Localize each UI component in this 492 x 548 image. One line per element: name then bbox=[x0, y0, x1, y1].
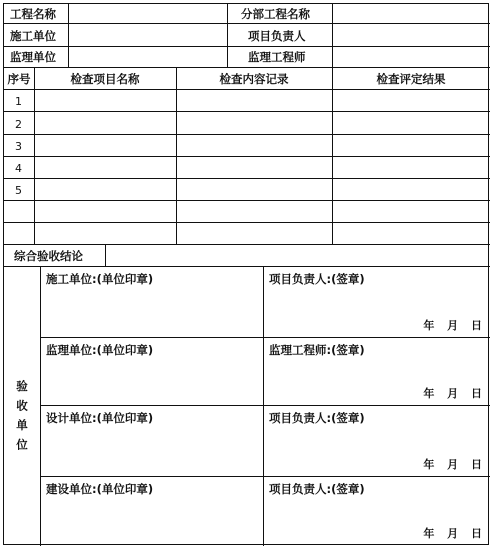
row-divider bbox=[4, 46, 490, 47]
col-divider bbox=[332, 4, 333, 67]
col-item-name-header: 检查项目名称 bbox=[70, 72, 140, 86]
row-divider bbox=[40, 337, 490, 338]
col-evaluation-header: 检查评定结果 bbox=[376, 72, 446, 86]
row-number: 1 bbox=[15, 95, 22, 108]
row-number: 2 bbox=[15, 118, 22, 131]
row-divider bbox=[4, 89, 490, 90]
project-manager-label: 项目负责人 bbox=[248, 29, 306, 43]
col-divider bbox=[68, 4, 69, 67]
construction-unit-seal: 施工单位:(单位印章) bbox=[46, 272, 154, 286]
row-divider bbox=[4, 244, 490, 245]
acceptance-side-label: 验收单位 bbox=[15, 380, 29, 458]
date-line: 年 月 日 bbox=[423, 458, 482, 471]
col-divider bbox=[40, 266, 41, 546]
row-divider bbox=[40, 476, 490, 477]
supervision-engineer-label: 监理工程师 bbox=[248, 50, 306, 64]
col-divider bbox=[176, 67, 177, 244]
project-manager-signature: 项目负责人:(签章) bbox=[269, 482, 365, 496]
acceptance-form bbox=[3, 3, 489, 545]
supervision-unit-label: 监理单位 bbox=[10, 50, 56, 64]
date-line: 年 月 日 bbox=[423, 319, 482, 332]
supervision-engineer-signature: 监理工程师:(签章) bbox=[269, 343, 365, 357]
sub-project-label: 分部工程名称 bbox=[241, 7, 310, 21]
col-divider bbox=[263, 266, 264, 546]
col-divider bbox=[332, 67, 333, 244]
date-line: 年 月 日 bbox=[423, 387, 482, 400]
row-number: 4 bbox=[15, 162, 22, 175]
construction-unit-label: 施工单位 bbox=[10, 29, 56, 43]
col-divider bbox=[227, 4, 228, 67]
row-divider bbox=[4, 23, 490, 24]
row-divider bbox=[40, 405, 490, 406]
col-seq-header: 序号 bbox=[7, 72, 31, 86]
owner-unit-seal: 建设单位:(单位印章) bbox=[46, 482, 154, 496]
row-divider bbox=[4, 67, 490, 68]
conclusion-label: 综合验收结论 bbox=[14, 249, 83, 263]
row-divider bbox=[4, 266, 490, 267]
row-divider bbox=[4, 222, 490, 223]
project-name-label: 工程名称 bbox=[10, 7, 56, 21]
col-content-record-header: 检查内容记录 bbox=[219, 72, 289, 86]
row-divider bbox=[4, 178, 490, 179]
project-manager-signature: 项目负责人:(签章) bbox=[269, 272, 365, 286]
col-divider bbox=[105, 244, 106, 266]
project-manager-signature: 项目负责人:(签章) bbox=[269, 411, 365, 425]
row-number: 5 bbox=[15, 184, 22, 197]
row-divider bbox=[4, 200, 490, 201]
supervision-unit-seal: 监理单位:(单位印章) bbox=[46, 343, 154, 357]
row-number: 3 bbox=[15, 140, 22, 153]
design-unit-seal: 设计单位:(单位印章) bbox=[46, 411, 154, 425]
col-divider bbox=[34, 67, 35, 244]
row-divider bbox=[4, 156, 490, 157]
date-line: 年 月 日 bbox=[423, 527, 482, 540]
row-divider bbox=[4, 134, 490, 135]
row-divider bbox=[4, 111, 490, 112]
